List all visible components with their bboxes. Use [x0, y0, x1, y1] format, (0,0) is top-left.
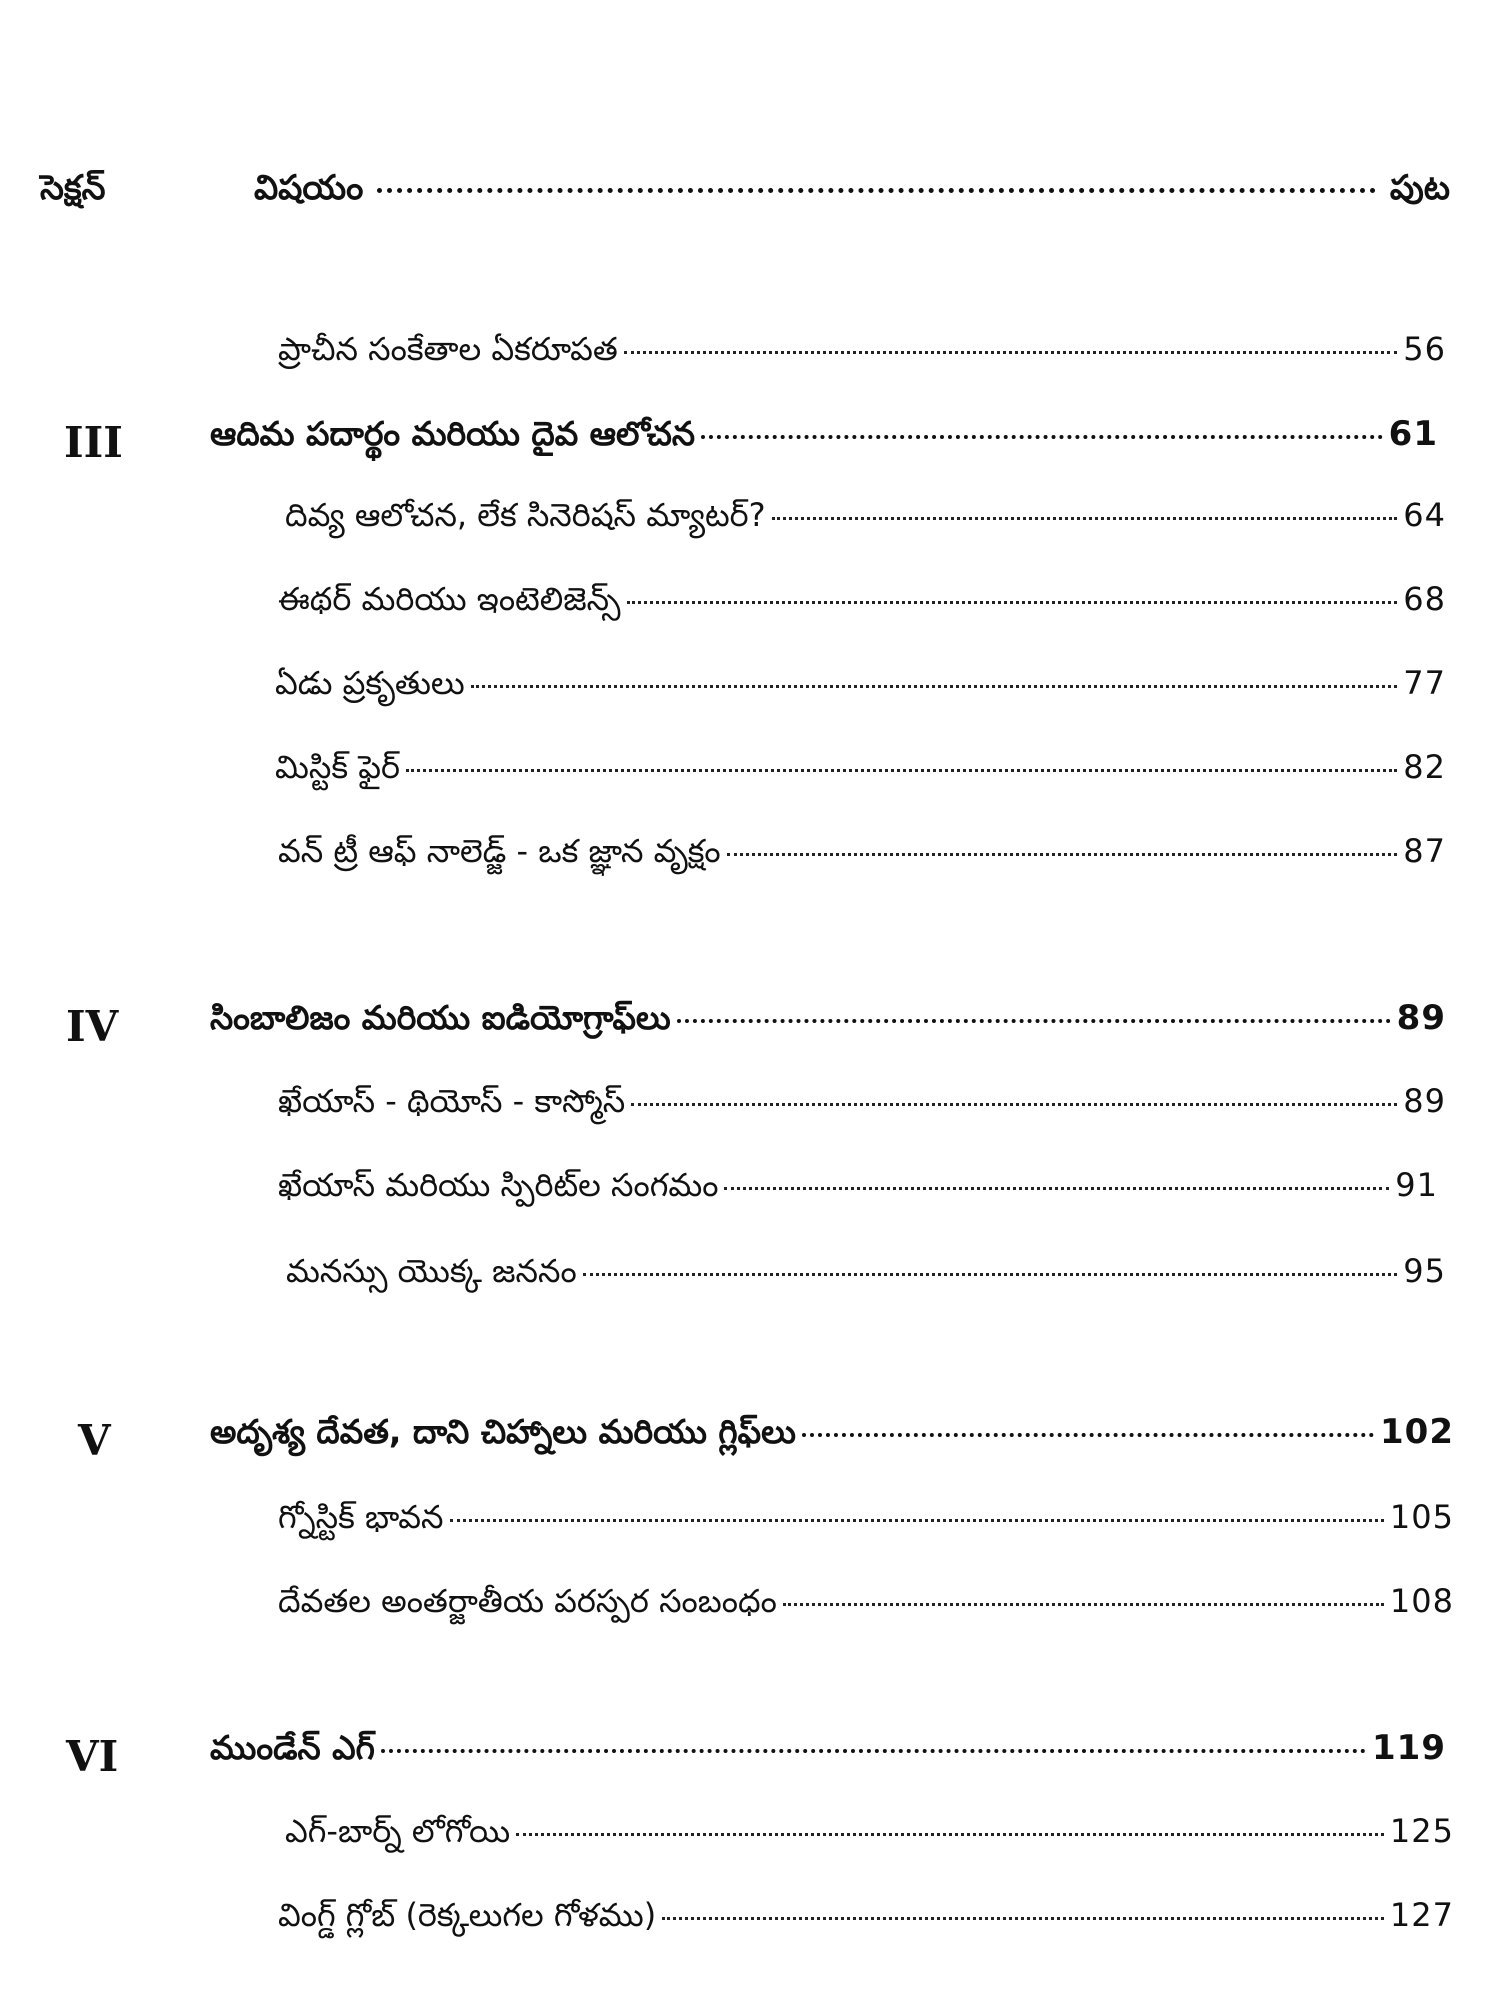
chapter-title: సింబాలిజం మరియు ఐడియోగ్రాఫ్‌లు — [210, 998, 671, 1037]
entry-title: ఎగ్-బార్న్ లోగోయి — [285, 1812, 511, 1850]
toc-entry[interactable] — [278, 330, 1446, 376]
chapter-title: ముండేన్ ఎగ్ — [210, 1728, 375, 1767]
entry-page-number: 127 — [1389, 1896, 1454, 1934]
toc-entry[interactable] — [286, 1252, 1446, 1298]
header-leader-dots — [377, 188, 1375, 193]
toc-chapter-entry[interactable] — [210, 1412, 1454, 1459]
entry-page-number: 87 — [1403, 832, 1446, 870]
section-number: III — [64, 418, 123, 467]
toc-entry[interactable] — [275, 664, 1446, 710]
entry-title: ఖేయాస్ - థియోస్ - కాస్మోస్ — [278, 1082, 626, 1120]
entry-page-number: 91 — [1395, 1166, 1438, 1204]
toc-chapter-entry[interactable] — [210, 1728, 1446, 1775]
entry-title: దివ్య ఆలోచన, లేక సినెరిషస్ మ్యాటర్? — [285, 496, 766, 534]
entry-title: మిస్టిక్ ఫైర్ — [275, 748, 400, 786]
leader-dots — [727, 853, 1398, 856]
entry-title: ఈథర్ మరియు ఇంటెలిజెన్స్ — [278, 580, 621, 618]
entry-title: ప్రాచీన సంకేతాల ఏకరూపత — [278, 330, 618, 368]
toc-entry[interactable] — [285, 1812, 1454, 1858]
section-number: VI — [66, 1732, 119, 1781]
topic-column-label: విషయం — [254, 168, 364, 208]
entry-page-number: 89 — [1403, 1082, 1446, 1120]
leader-dots — [783, 1603, 1384, 1606]
entry-page-number: 64 — [1403, 496, 1446, 534]
section-column-label: సెక్షన్ — [40, 168, 106, 208]
leader-dots — [627, 601, 1398, 604]
entry-page-number: 77 — [1403, 664, 1446, 702]
toc-entry[interactable] — [278, 832, 1446, 878]
toc-entry[interactable] — [285, 496, 1446, 542]
entry-title: ఏడు ప్రకృతులు — [275, 664, 465, 702]
leader-dots — [662, 1917, 1384, 1920]
entry-page-number: 95 — [1403, 1252, 1446, 1290]
toc-chapter-entry[interactable] — [210, 414, 1438, 461]
chapter-page-number: 61 — [1388, 414, 1438, 454]
toc-entry[interactable] — [278, 1498, 1454, 1544]
entry-title: దేవతల అంతర్జాతీయ పరస్పర సంబంధం — [278, 1582, 777, 1620]
entry-title: వన్ ట్రీ ఆఫ్ నాలెడ్జ్ - ఒక జ్ఞాన వృక్షం — [278, 832, 721, 870]
leader-dots — [624, 351, 1397, 354]
chapter-page-number: 102 — [1380, 1412, 1454, 1452]
entry-title: ఖేయాస్ మరియు స్పిరిట్‌ల సంగమం — [278, 1166, 719, 1204]
entry-page-number: 68 — [1403, 580, 1446, 618]
chapter-page-number: 119 — [1372, 1728, 1446, 1768]
chapter-title: ఆదిమ పదార్థం మరియు దైవ ఆలోచన — [210, 414, 695, 453]
entry-page-number: 108 — [1389, 1582, 1454, 1620]
leader-dots — [802, 1433, 1374, 1437]
toc-entry[interactable] — [278, 1582, 1454, 1628]
leader-dots — [772, 517, 1398, 520]
leader-dots — [450, 1519, 1384, 1522]
entry-title: గ్నోస్టిక్ భావన — [278, 1498, 444, 1536]
chapter-page-number: 89 — [1396, 998, 1446, 1038]
toc-entry[interactable] — [275, 748, 1446, 794]
toc-entry[interactable] — [278, 1082, 1446, 1128]
toc-entry[interactable] — [278, 580, 1446, 626]
leader-dots — [701, 435, 1383, 439]
toc-chapter-entry[interactable] — [210, 998, 1446, 1045]
leader-dots — [516, 1833, 1384, 1836]
page-column-label: పుట — [1389, 168, 1450, 208]
entry-title: వింగ్డ్ గ్లోబ్ (రెక్కలుగల గోళము) — [278, 1896, 657, 1934]
section-number: IV — [66, 1002, 119, 1051]
entry-title: మనస్సు యొక్క జననం — [286, 1252, 577, 1290]
entry-page-number: 82 — [1403, 748, 1446, 786]
chapter-title: అదృశ్య దేవత, దాని చిహ్నాలు మరియు గ్లిఫ్‌లు — [210, 1412, 796, 1451]
toc-entry[interactable] — [278, 1166, 1438, 1212]
entry-page-number: 56 — [1403, 330, 1446, 368]
leader-dots — [471, 685, 1398, 688]
section-number: V — [78, 1416, 111, 1465]
leader-dots — [381, 1749, 1366, 1753]
leader-dots — [406, 769, 1397, 772]
leader-dots — [677, 1019, 1391, 1023]
toc-header — [40, 168, 1450, 216]
leader-dots — [724, 1187, 1389, 1190]
leader-dots — [631, 1103, 1397, 1106]
entry-page-number: 105 — [1389, 1498, 1454, 1536]
toc-entry[interactable] — [278, 1896, 1454, 1942]
leader-dots — [583, 1273, 1398, 1276]
entry-page-number: 125 — [1389, 1812, 1454, 1850]
